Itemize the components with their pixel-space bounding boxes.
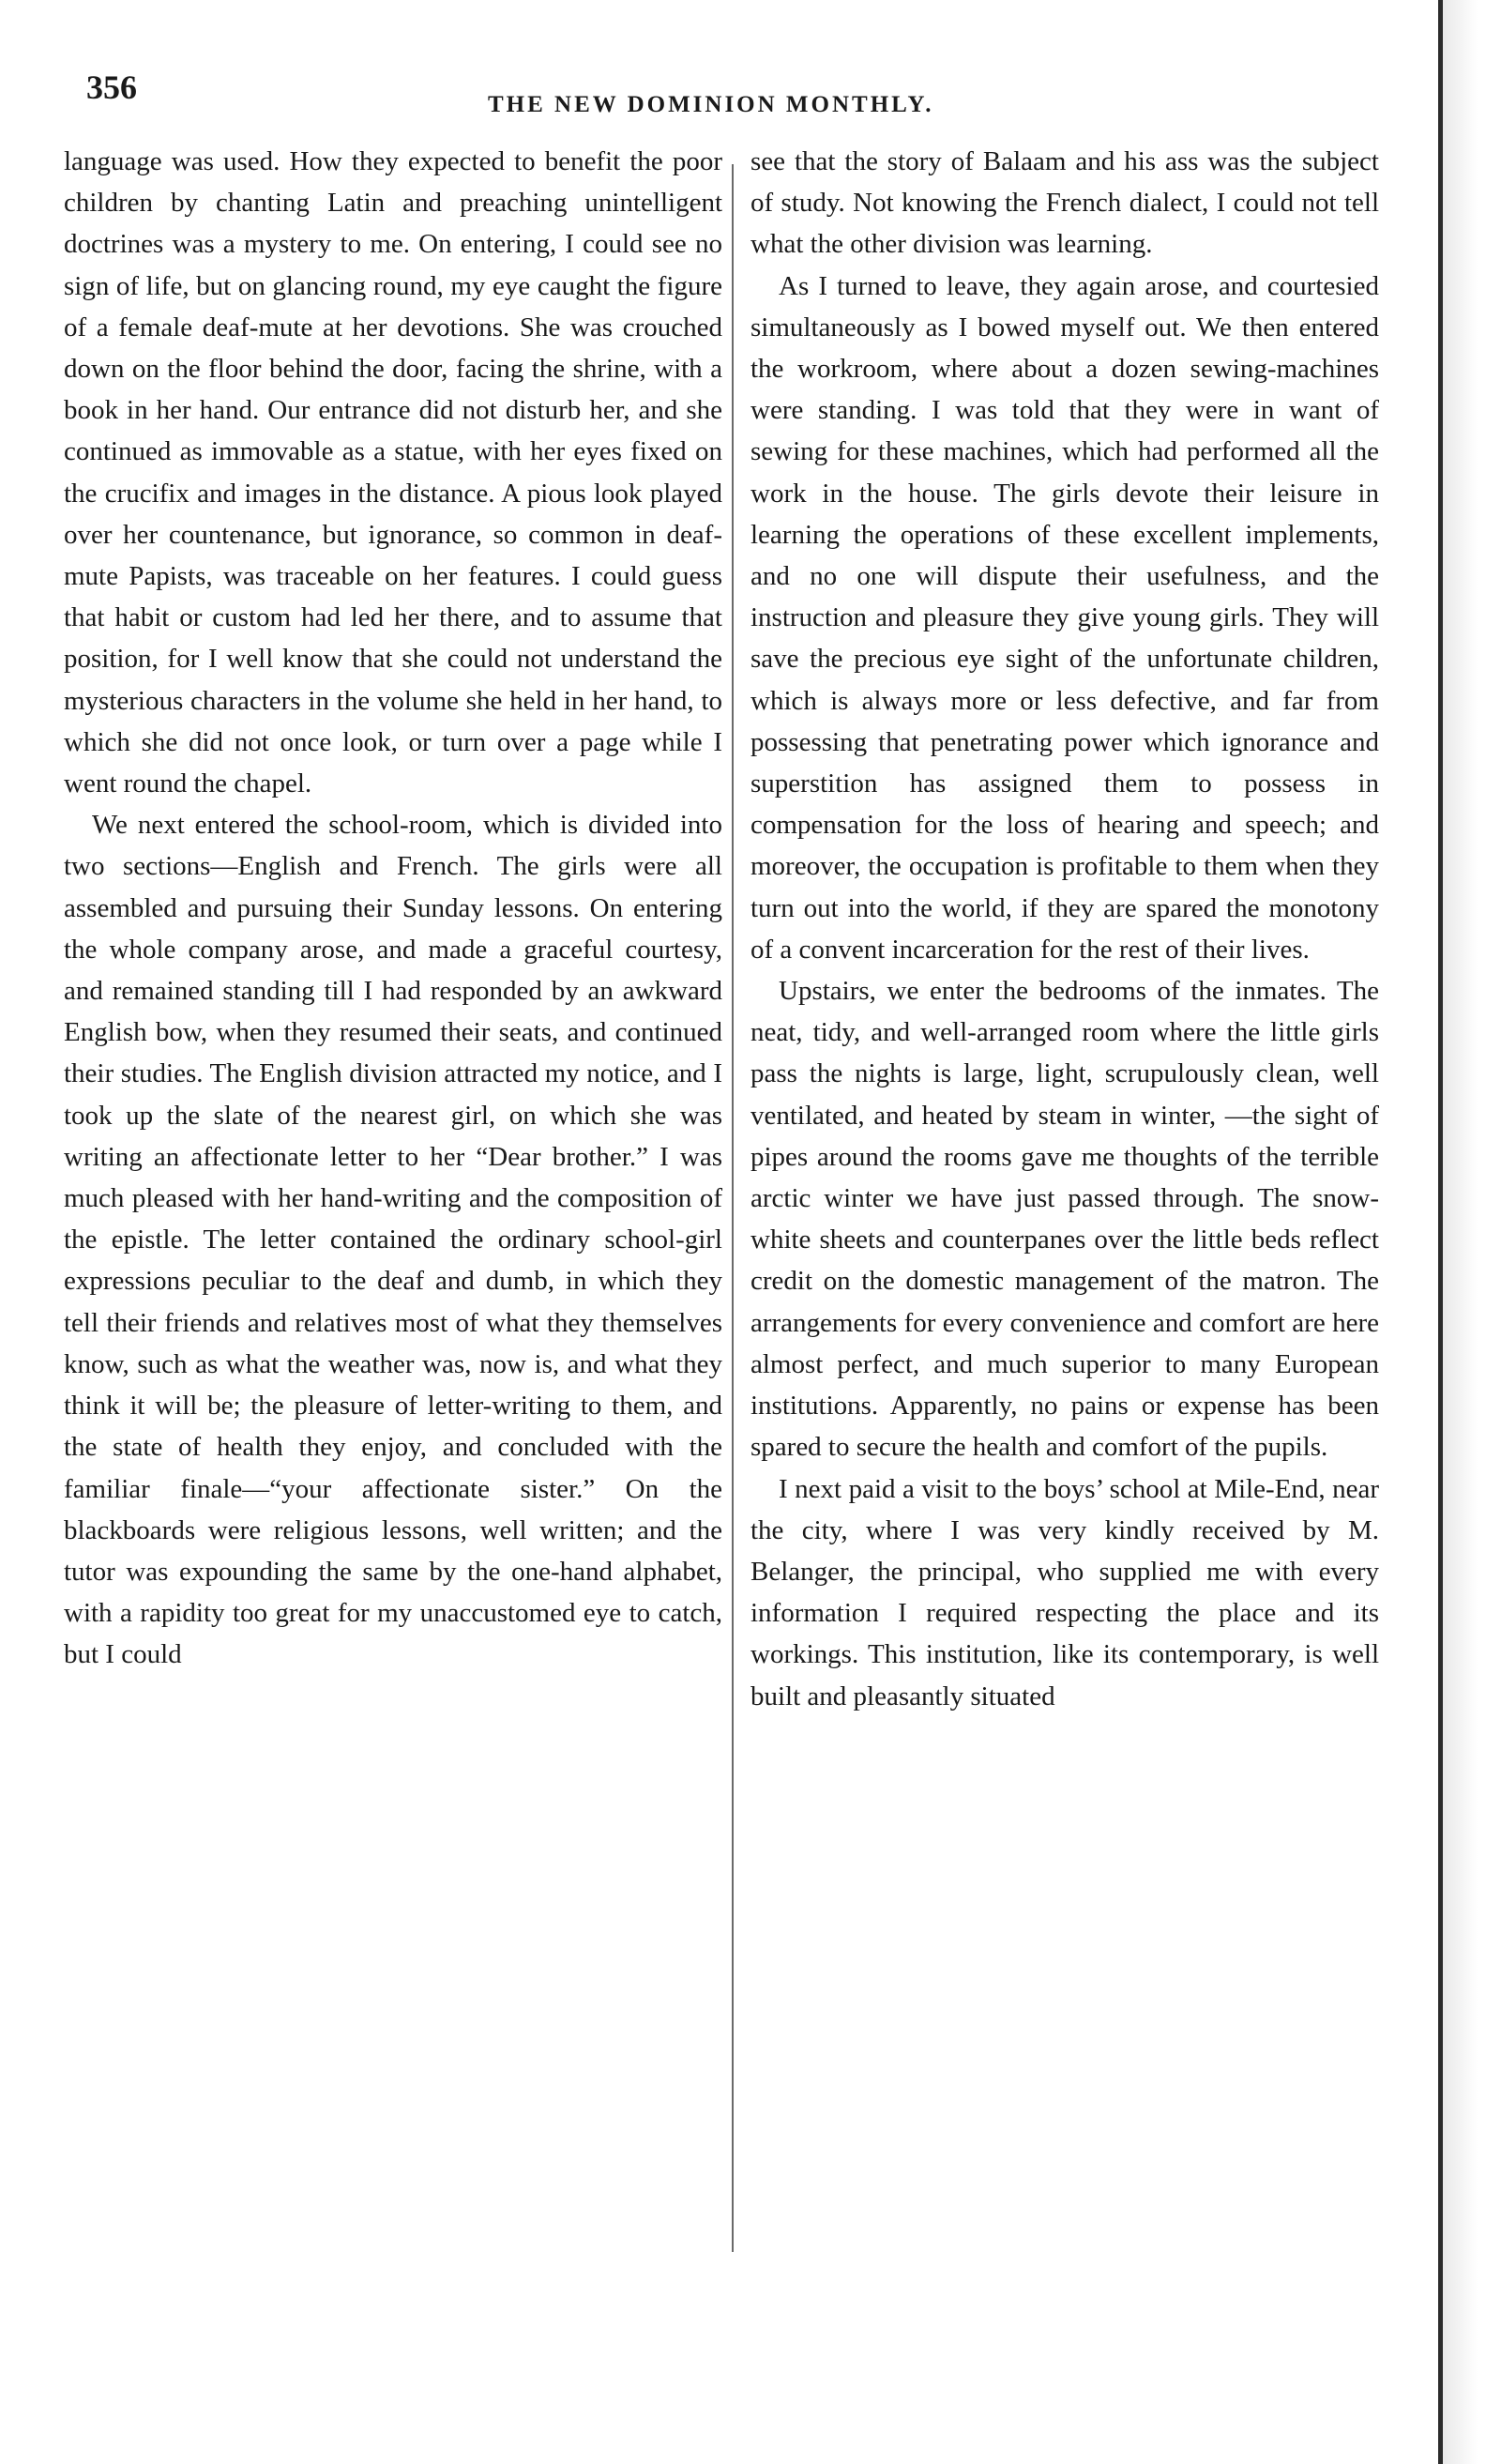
paragraph: see that the story of Balaam and his ass was the subject of study. Not knowing the French dialect, I could not tell what the other division was learning. bbox=[750, 146, 1379, 260]
paragraph: We next entered the school-room, which is divided into two sections—English and French. The girls were all assembled and pursuing their Sunday lessons. On entering the whole company arose, and made a graceful courtesy, and remained standing till I had responded by an awkward English bow, when they resumed their seats, and continued their studies. The English division attracted my notice, and I took up the slate of the nearest girl, on which she was writing an affectionate letter to her “Dear brother.” I was much pleased with her hand-writing and the composition of the epistle. The letter contained the ordinary school-girl expressions peculiar to the deaf and dumb, in which they tell their friends and relatives most of what they themselves know, such as what the weather was, now is, and what they think it will be; the pleasure of letter-writing to them, and the state of health they enjoy, and concluded with the familiar finale—“your affectionate sister.” On the blackboards were religious lessons, well written; and the tutor was expounding the same by the one-hand alphabet, with a rapidity too great for my unaccustomed eye to catch, but I could bbox=[64, 810, 722, 1670]
binding-shadow bbox=[1443, 0, 1501, 2464]
paragraph: As I turned to leave, they again arose, and courtesied simultaneously as I bowed myself out. We then entered the workroom, where about a dozen sewing-machines were standing. I was told that they were in want of sewing for these machines, which had performed all the work in the house. The girls devote their leisure in learning the operations of these excellent implements, and no one will dispute their usefulness, and the instruction and pleasure they give young girls. They will save the precious eye sight of the unfortunate children, which is always more or less defective, and far from possessing that penetrating power which ignorance and superstition has assigned them to possess in compensation for the loss of hearing and speech; and moreover, the occupation is profitable to them when they turn out into the world, if they are spared the monotony of a convent incarceration for the rest of their lives. bbox=[750, 270, 1379, 965]
running-title: THE NEW DOMINION MONTHLY. bbox=[488, 92, 934, 117]
right-column bbox=[750, 141, 1379, 1717]
page-number: 356 bbox=[86, 68, 137, 106]
paragraph: language was used. How they expected to benefit the poor children by chanting Latin and preaching unintelligent doctrines was a mystery to me. On entering, I could see no sign of life, but on glancing round, my eye caught the figure of a female deaf-mute at her devotions. She was crouched down on the floor behind the door, facing the shrine, with a book in her hand. Our entrance did not disturb her, and she continued as immovable as a statue, with her eyes fixed on the crucifix and images in the distance. A pious look played over her countenance, but ignorance, so common in deaf-mute Papists, was traceable on her features. I could guess that habit or custom had led her there, and to assume that position, for I well know that she could not understand the mysterious characters in the volume she held in her hand, to which she did not once look, or turn over a page while I went round the chapel. bbox=[64, 146, 722, 799]
left-column bbox=[64, 141, 722, 1676]
column-divider bbox=[732, 164, 734, 2252]
paragraph: I next paid a visit to the boys’ school at Mile-End, near the city, where I was very kindly received by M. Belanger, the principal, who supplied me with every information I required respecting the place and its workings. This institution, like its contemporary, is well built and pleasantly situated bbox=[750, 1473, 1379, 1711]
paragraph: Upstairs, we enter the bedrooms of the inmates. The neat, tidy, and well-arranged room where the little girls pass the nights is large, light, scrupulously clean, well ventilated, and heated by steam in winter, —the sight of pipes around the rooms gave me thoughts of the terrible arctic winter we have just passed through. The snow-white sheets and counterpanes over the little beds reflect credit on the domestic management of the matron. The arrangements for every convenience and comfort are here almost perfect, and much superior to many European institutions. Apparently, no pains or expense has been spared to secure the health and comfort of the pupils. bbox=[750, 976, 1379, 1463]
